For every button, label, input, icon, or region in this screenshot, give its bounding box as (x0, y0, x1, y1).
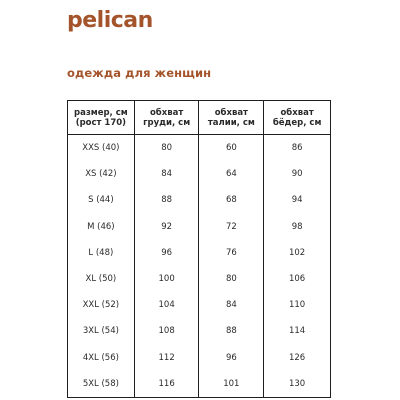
hips-cell: 94 (264, 187, 331, 213)
brand-logo: pelican (67, 8, 153, 33)
section-title: одежда для женщин (67, 66, 212, 80)
header-size-line1: размер, см (74, 107, 128, 118)
chest-cell: 112 (134, 345, 199, 371)
table-row (68, 266, 331, 292)
header-hips-line2: бёдер, см (272, 117, 322, 128)
size-cell: 3XL (54) (82, 326, 119, 337)
chest-cell: 108 (134, 318, 199, 344)
waist-cell: 68 (199, 187, 264, 213)
header-hips (264, 101, 331, 135)
hips-cell: 126 (264, 345, 331, 371)
size-cell: XXL (52) (82, 300, 120, 311)
size-cell: XS (42) (85, 169, 117, 180)
hips-cell: 114 (264, 318, 331, 344)
header-chest (134, 101, 199, 135)
size-cell: M (46) (87, 221, 115, 232)
table-row (68, 345, 331, 371)
waist-cell: 76 (199, 240, 264, 266)
chest-cell: 80 (134, 135, 199, 162)
waist-cell: 72 (199, 214, 264, 240)
table-row (68, 187, 331, 213)
hips-cell: 90 (264, 161, 331, 187)
header-waist-line1: обхват (214, 107, 248, 118)
header-waist (199, 101, 264, 135)
waist-cell: 88 (199, 318, 264, 344)
size-cell: 4XL (56) (82, 352, 119, 363)
size-cell: 5XL (58) (82, 378, 119, 389)
table-row (68, 318, 331, 344)
chest-cell: 104 (134, 292, 199, 318)
waist-cell: 96 (199, 345, 264, 371)
chest-cell: 84 (134, 161, 199, 187)
waist-cell: 64 (199, 161, 264, 187)
hips-cell: 110 (264, 292, 331, 318)
header-size (68, 101, 135, 135)
table-row (68, 161, 331, 187)
table-row (68, 292, 331, 318)
hips-cell: 98 (264, 214, 331, 240)
waist-cell: 80 (199, 266, 264, 292)
size-cell: XXS (40) (82, 143, 120, 154)
header-chest-line1: обхват (149, 107, 184, 118)
chest-cell: 116 (134, 371, 199, 398)
header-waist-line2: талии, см (207, 117, 255, 128)
chest-cell: 88 (134, 187, 199, 213)
table-row (68, 240, 331, 266)
size-table (67, 100, 331, 398)
chest-cell: 92 (134, 214, 199, 240)
table-row (68, 135, 331, 162)
size-cell: S (44) (88, 195, 114, 206)
hips-cell: 130 (264, 371, 331, 398)
header-chest-line2: груди, см (143, 117, 191, 128)
chest-cell: 96 (134, 240, 199, 266)
waist-cell: 60 (199, 135, 264, 162)
waist-cell: 101 (199, 371, 264, 398)
hips-cell: 102 (264, 240, 331, 266)
header-hips-line1: обхват (280, 107, 314, 118)
hips-cell: 106 (264, 266, 331, 292)
table-row (68, 371, 331, 398)
table-row (68, 214, 331, 240)
size-cell: XL (50) (85, 274, 117, 285)
header-size-line2: (рост 170) (75, 117, 127, 128)
table-header-row (68, 101, 331, 135)
hips-cell: 86 (264, 135, 331, 162)
chest-cell: 100 (134, 266, 199, 292)
waist-cell: 84 (199, 292, 264, 318)
size-cell: L (48) (88, 247, 114, 258)
size-chart-page (67, 0, 333, 400)
